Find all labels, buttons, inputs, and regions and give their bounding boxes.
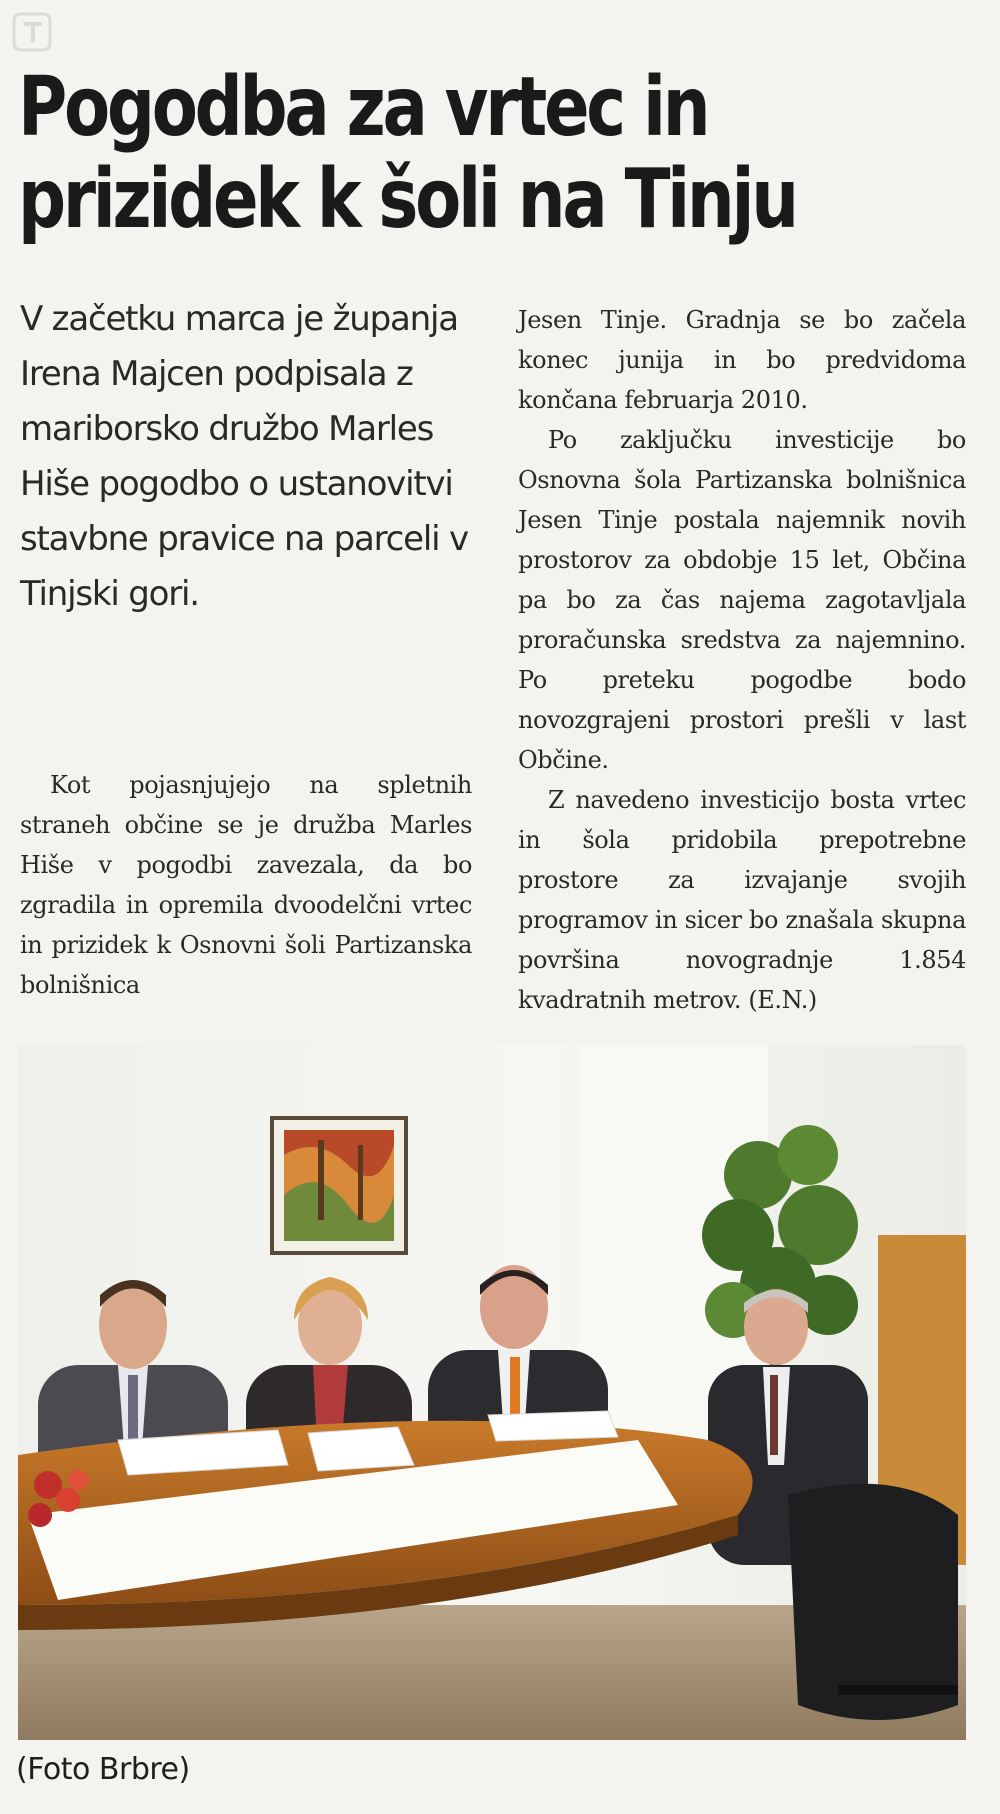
logo-mark-icon: [12, 10, 112, 58]
wall-painting: [272, 1118, 406, 1253]
article-headline: [18, 62, 805, 246]
signing-photo: [18, 1045, 966, 1740]
photo-caption: (Foto Brbre): [16, 1752, 190, 1787]
publication-logo: [12, 10, 112, 58]
headline-line-2: prizidek k šoli na Tinju: [18, 152, 796, 247]
headline-line-1: Pogodba za vrtec in: [18, 60, 708, 155]
body-paragraph-1-continued: Jesen Tinje. Gradnja se bo začela konec junija in bo predvidoma končana februarja 2010.: [518, 306, 966, 414]
article-lead: V začetku marca je županja Irena Majcen podpisala z mariborsko družbo Marles Hiše pogodbo o ustanovitvi stavbne pravice na parceli v Tinjski gori.: [20, 299, 468, 614]
right-column: [518, 300, 966, 1020]
body-paragraph-1: Kot pojasnjujejo na spletnih straneh občine se je družba Marles Hiše v pogodbi zavezala, da bo zgradila in opremila dvoodelčni vrtec in prizidek k Osnovni šoli Partizanska bolnišnica: [20, 771, 472, 999]
signing-scene-illustration: [18, 1045, 966, 1740]
body-paragraph-2: Po zaključku investicije bo Osnovna šola Partizanska bolnišnica Jesen Tinje postala najemnik novih prostorov za obdobje 15 let, Občina pa bo za čas najema zagotavljala proračunska sredstva za najemnino. Po preteku pogodbe bodo novozgrajeni prostori prešli v last Občine.: [518, 426, 966, 774]
office-chair: [788, 1484, 958, 1720]
body-paragraph-3: Z navedeno investicijo bosta vrtec in šola pridobila prepotrebne prostore za izvajanje svojih programov in sicer bo znašala skupna površina novogradnje 1.854 kvadratnih metrov. (E.N.): [518, 786, 966, 1014]
